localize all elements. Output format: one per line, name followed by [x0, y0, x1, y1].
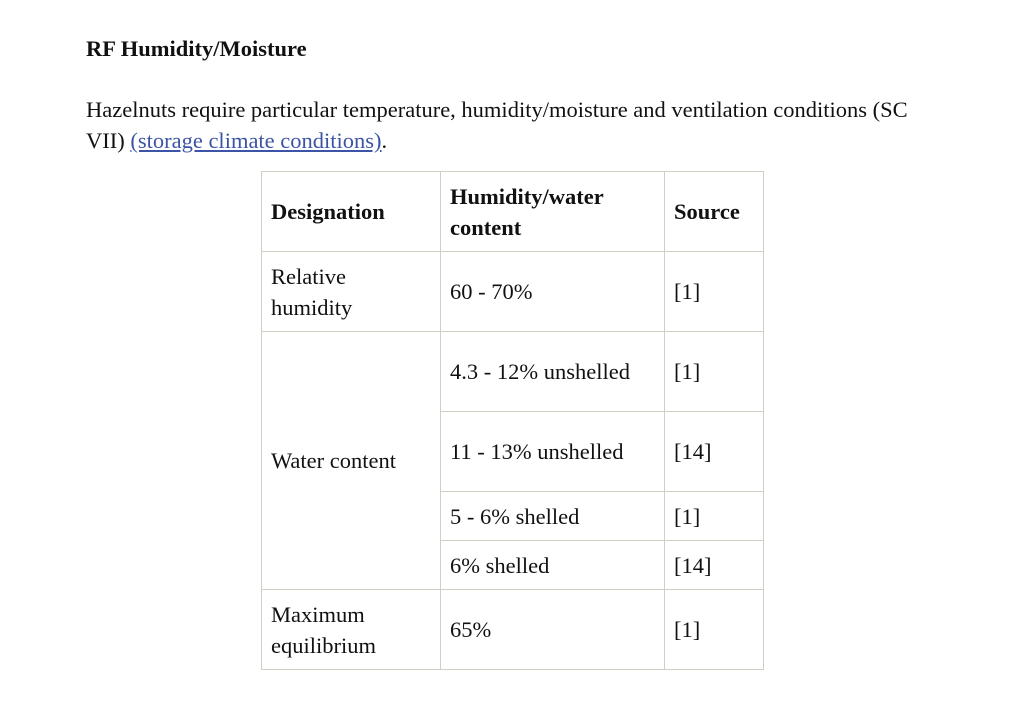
- cell-value: 60 - 70%: [441, 252, 665, 332]
- intro-paragraph: [86, 94, 946, 156]
- cell-source: [1]: [665, 492, 764, 541]
- cell-value: 65%: [441, 590, 665, 670]
- cell-value: 6% shelled: [441, 541, 665, 590]
- cell-designation: Maximum equilibrium: [262, 590, 441, 670]
- storage-climate-link[interactable]: (storage climate conditions): [130, 128, 382, 153]
- table-header-row: [262, 172, 764, 252]
- cell-designation: Relative humidity: [262, 252, 441, 332]
- cell-value: 5 - 6% shelled: [441, 492, 665, 541]
- intro-text: Hazelnuts require particular temperature, humidity/moisture and ventilation conditions (SC VII): [86, 97, 908, 153]
- header-designation: Designation: [262, 172, 441, 252]
- document-page: [86, 34, 966, 658]
- header-source: Source: [665, 172, 764, 252]
- intro-period: .: [381, 128, 388, 153]
- section-heading: RF Humidity/Moisture: [86, 36, 307, 61]
- table-row: [262, 252, 764, 332]
- cell-source: [14]: [665, 541, 764, 590]
- cell-source: [1]: [665, 252, 764, 332]
- table-row: [262, 332, 764, 412]
- header-humidity-water-content: Humidity/water content: [441, 172, 665, 252]
- cell-source: [14]: [665, 412, 764, 492]
- humidity-table: [261, 171, 764, 670]
- cell-designation: Water content: [262, 332, 441, 590]
- table-row: [262, 590, 764, 670]
- cell-value: 11 - 13% unshelled: [441, 412, 665, 492]
- cell-source: [1]: [665, 590, 764, 670]
- cell-value: 4.3 - 12% unshelled: [441, 332, 665, 412]
- cell-source: [1]: [665, 332, 764, 412]
